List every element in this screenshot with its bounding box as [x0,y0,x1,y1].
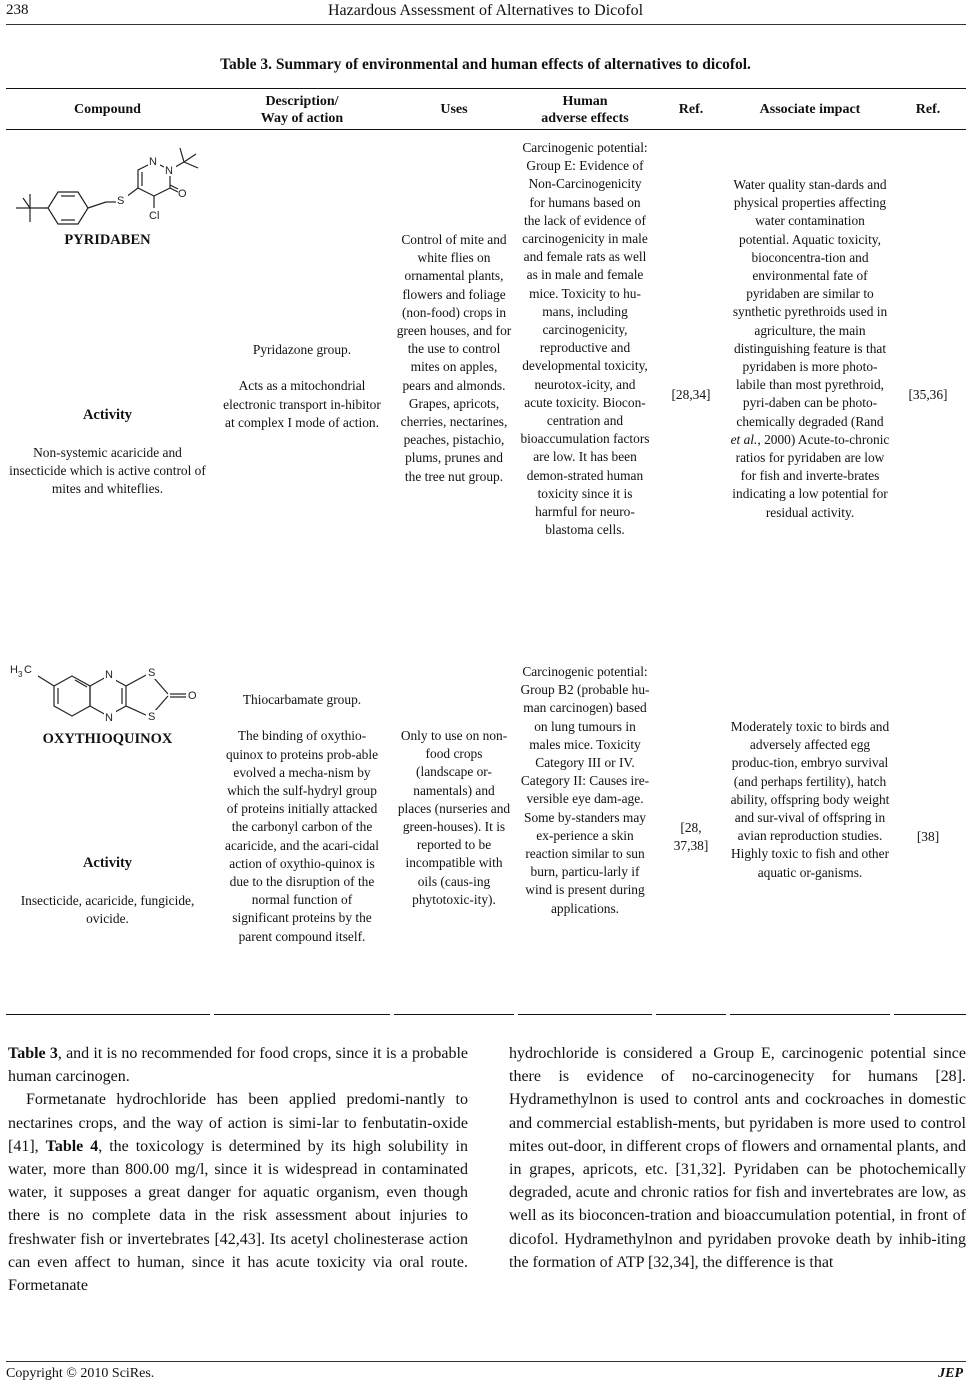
pyridaben-atom-o: O [178,188,187,200]
footer-rule [6,1361,966,1362]
impact-text-end: , 2000) Acute-to-chronic ratios for pyridaben are low for fish and inverte-brates indicating a low potential for residual activity. [732,431,890,520]
impact-text-start: Water quality stan-dards and physical properties affecting water contamination potential. Aquatic toxicity, bioconcentra-tion and environmental fate of pyridaben are similar to synthetic pyrethroids used in agriculture, the main distinguishing feature is that pyridaben is more photo-labile than most pyrethroid, pyri-daben can be photo-chemically degraded (Rand [732,177,888,429]
table-reference: Table 4 [45,1137,99,1155]
table-bottom-rule [0,1014,971,1018]
ref-cell: [28,34] [671,387,711,402]
oxythioquinox-atom-s1: S [148,667,156,679]
oxythioquinox-atom-subscript: 3 [18,670,23,679]
table-caption: Table 3. Summary of environmental and human effects of alternatives to dicofol. [220,56,751,73]
oxythioquinox-atom-n1: N [105,669,113,681]
human-effects-cell: Carcinogenic potential: Group B2 (probable hu-man carcinogen) based on lung tumours in males mice. Toxicity Category III or IV. Category II: Causes ire-versible eye dam-age. Some by-standers may ex-perience a skin reaction similar to sun burn, particu-larly if wind is present during applications. [520,664,650,916]
left-paragraph-1 [8,1042,468,1088]
pyridaben-structure [8,140,213,230]
oxythioquinox-atom-h: H [10,664,18,676]
col-header-human-effects: Human adverse effects [541,94,629,126]
body-left-column [8,1042,468,1297]
body-right-column: hydrochloride is considered a Group E, carcinogenic potential since there is evidence of no-carcinogenecity for humans [28]. Hydramethylnon is used to control ants and cockroaches in domestic and commercial establish-ments, but pyridaben is more used to control mites out-door, in different crops of flowers and ornamental plants, and in grapes, apricots, etc. [31,32]. Pyridaben can be photochemically degraded, acute and chronic ratios for fish and invertebrates are low, as well as its bioconcen-tration and bioaccumulation potential, in front of dicofol. Hydramethylnon and pyridaben provoke death by inhib-iting the formation of ATP [32,34], the difference is that [509,1045,966,1271]
oxythioquinox-atom-o: O [188,690,197,702]
left-paragraph-2-text-a: Formetanate hydrochloride has been applied predomi-nantly to nectarines crops, and the way of action is simi-lar to fenbutatin-oxide [41], [8,1091,468,1155]
description-cell: Pyridazone group. Acts as a mitochondrial electronic transport in-hibitor at complex I mode of action. [223,342,381,430]
col-header-ref-1: Ref. [678,102,704,117]
pyridaben-atom-n2: N [165,165,173,177]
impact-cell [730,176,890,522]
impact-et-al: et al. [730,431,758,447]
activity-label: Activity [82,407,133,423]
col-header-description: Description/ Way of action [260,94,344,126]
oxythioquinox-atom-c: C [24,664,32,676]
uses-cell: Only to use on non-food crops (landscape or-namentals) and places (nurseries and green-houses). It is reported to be incompatible with oils (caus-ing phytotoxic-ity). [397,728,511,907]
human-effects-cell: Carcinogenic potential: Group E: Evidence of Non-Carcinogenicity for humans based on the lack of evidence of carcinogenicity in male and female rats as well as in male and female mice. Toxicity to hu-mans, including carcinogenicity, reproductive and developmental toxicity, neurotox-icity, and acute toxicity. Biocon-centration and bioaccumulation factors are low. It has been demon-strated human toxicity since it is harmful for neuro-blastoma cells. [520,140,650,538]
activity-label: Activity [82,855,133,871]
col-header-associate-impact: Associate impact [759,102,861,117]
ref-cell-2: [35,36] [908,387,948,402]
page-number: 238 [6,2,29,18]
pyridaben-atom-cl: Cl [149,210,160,222]
compound-name: PYRIDABEN [64,232,151,248]
left-paragraph-1-text: , and it is no recommended for food crops, since it is a probable human carcinogen. [8,1045,468,1086]
copyright: Copyright © 2010 SciRes. [6,1366,155,1381]
table-top-rule [6,88,966,89]
description-cell: Thiocarbamate group. The binding of oxythio-quinox to proteins prob-able evolved a mecha-nism by which the sulf-hydryl group of proteins initially attacked the carbonyl carbon of the acaricide, and the acari-cidal action of oxythio-quinox is due to the disruption of the normal function of significant proteins by the parent compound itself. [225,692,379,944]
compound-name: OXYTHIOQUINOX [42,731,173,747]
activity-text: Non-systemic acaricide and insecticide which is active control of mites and whiteflies. [9,445,206,497]
left-paragraph-2 [8,1088,468,1297]
col-header-compound: Compound [74,102,141,117]
impact-cell: Moderately toxic to birds and adversely affected egg produc-tion, embryo survival (and perhaps fertility), hatch ability, offspring body weight and sur-vival of offspring in avian reproduction studies. Highly toxic to fish and other aquatic or-ganisms. [730,719,890,880]
oxythioquinox-atom-s2: S [148,711,156,723]
oxythioquinox-structure [8,656,213,732]
oxythioquinox-atom-n2: N [105,712,113,724]
activity-text: Insecticide, acaricide, fungicide, ovicide. [20,893,195,927]
table-reference: Table 3 [8,1045,58,1062]
journal-abbreviation: JEP [938,1366,963,1381]
pyridaben-atom-n1: N [149,156,157,168]
header-rule [6,24,966,25]
uses-cell: Control of mite and white flies on ornamental plants, flowers and foliage (non-food) crops in green houses, and for the use to control mites on apples, pears and almonds. Grapes, apricots, cherries, nectarines, peaches, pistachio, plums, prunes and the tree nut group. [396,232,512,484]
ref-cell-2: [38] [916,829,940,844]
pyridaben-atom-s: S [117,195,125,207]
table-header-rule [6,129,966,130]
running-title: Hazardous Assessment of Alternatives to Dicofol [327,2,644,19]
ref-cell: [28, 37,38] [673,820,709,854]
left-paragraph-2-text-b: , the toxicology is determined by its high solubility in water, more than 800.00 mg/l, since it is widespread in contaminated water, it supposes a great danger for aquatic organism, even though there is no complete data in the risk assessment about injuries to freshwater fish or invertebrates [42,43]. Its acetyl cholinesterase action can even affect to human, since it has acute toxicity via oral route. Formetanate [8,1137,469,1295]
col-header-ref-2: Ref. [915,102,941,117]
col-header-uses: Uses [440,102,468,117]
